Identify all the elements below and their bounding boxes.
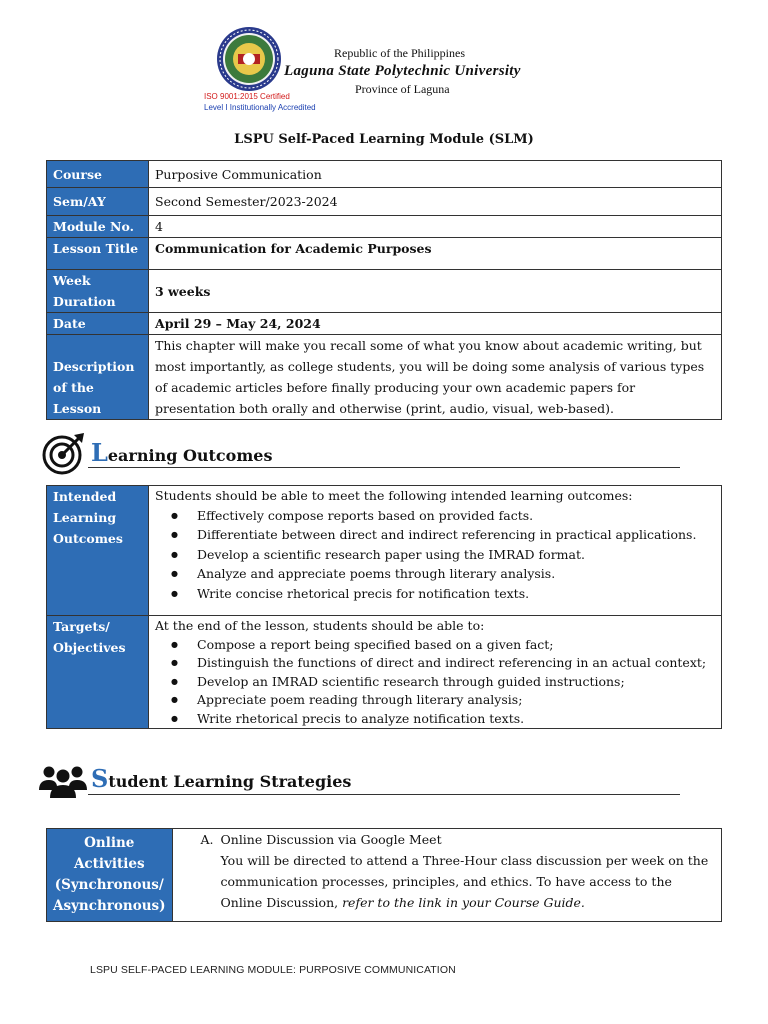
- strategies-table: [46, 828, 722, 922]
- ilo-label-line: Intended: [53, 489, 117, 504]
- activity-title: Online Discussion via Google Meet: [220, 832, 442, 847]
- list-item: ● Analyze and appreciate poems through literary analysis.: [169, 564, 715, 584]
- date-value: April 29 – May 24, 2024: [149, 313, 722, 335]
- ilo-label-line: Learning: [53, 510, 117, 525]
- list-item: ● Differentiate between direct and indirect referencing in practical applications.: [169, 525, 715, 545]
- online-activities-label-line: Online Activities: [73, 835, 145, 872]
- course-label: Course: [47, 161, 149, 188]
- module-info-table: [46, 160, 722, 420]
- sem-label: Sem/AY: [47, 188, 149, 216]
- online-activities-label: [47, 829, 173, 922]
- week-value: 3 weeks: [149, 270, 722, 313]
- table-row: [47, 188, 722, 216]
- table-row: [47, 829, 722, 922]
- document-title: LSPU Self-Paced Learning Module (SLM): [234, 132, 534, 147]
- objectives-label-line: Objectives: [53, 640, 126, 655]
- online-activities-content: [172, 829, 721, 922]
- letterhead: [0, 0, 768, 130]
- table-row: [47, 335, 722, 420]
- table-row: [47, 313, 722, 335]
- heading-initial: S: [91, 764, 109, 793]
- activity-body-text: You will be directed to attend a Three-Hour class discussion per week on the communication processes, principles, and ethics. To have access to the Online Discussion,: [220, 853, 709, 910]
- table-row: [47, 238, 722, 270]
- objectives-content: [149, 616, 722, 729]
- list-item: ● Write rhetorical precis to analyze notification texts.: [169, 710, 715, 729]
- lesson-title-value: Communication for Academic Purposes: [149, 238, 722, 270]
- objectives-list: [155, 636, 715, 729]
- list-item: [179, 829, 715, 913]
- ilo-content: [149, 486, 722, 616]
- online-activities-label-line: Asynchronous): [53, 898, 166, 914]
- activity-body-italic: refer to the link in your Course Guide.: [342, 895, 585, 910]
- ilo-intro: Students should be able to meet the following intended learning outcomes:: [155, 488, 633, 503]
- table-row: [47, 216, 722, 238]
- list-item: ● Develop an IMRAD scientific research through guided instructions;: [169, 673, 715, 692]
- sem-value: Second Semester/2023-2024: [149, 188, 722, 216]
- online-activities-label-line: (Synchronous/: [54, 877, 164, 893]
- section-divider: [88, 794, 680, 795]
- date-label: Date: [47, 313, 149, 335]
- objectives-label: [47, 616, 149, 729]
- table-row: [47, 486, 722, 616]
- table-row: [47, 616, 722, 729]
- course-value: Purposive Communication: [149, 161, 722, 188]
- university-seal-icon: [216, 26, 282, 92]
- learning-outcomes-heading: [91, 438, 272, 467]
- university-name: Laguna State Polytechnic University: [284, 63, 521, 79]
- objectives-intro: At the end of the lesson, students should be able to:: [155, 618, 485, 633]
- ilo-list: [155, 506, 715, 604]
- province-text: Province of Laguna: [355, 82, 450, 96]
- list-item: ● Appreciate poem reading through literary analysis;: [169, 691, 715, 710]
- heading-rest: tudent Learning Strategies: [108, 772, 352, 791]
- list-item: ● Compose a report being specified based on a given fact;: [169, 636, 715, 655]
- heading-rest: earning Outcomes: [107, 446, 273, 465]
- list-item: ● Write concise rhetorical precis for notification texts.: [169, 584, 715, 604]
- duration-label-line: Duration: [53, 294, 116, 309]
- section-divider: [88, 467, 680, 468]
- description-label-line: of the: [53, 380, 94, 395]
- ilo-label-line: Outcomes: [53, 531, 123, 546]
- lesson-title-label: Lesson Title: [47, 238, 149, 270]
- list-item: ● Distinguish the functions of direct and indirect referencing in an actual context;: [169, 654, 715, 673]
- page-footer: LSPU SELF-PACED LEARNING MODULE: PURPOSIVE COMMUNICATION: [90, 964, 456, 976]
- description-value: This chapter will make you recall some of what you know about academic writing, but most importantly, as college students, you will be doing some analysis of various types of academic articles before finally producing your own academic papers for presentation both orally and otherwise (print, audio, visual, web-based).: [149, 335, 722, 420]
- objectives-label-line: Targets/: [53, 619, 110, 634]
- people-group-icon: [38, 764, 88, 800]
- list-item: ● Develop a scientific research paper using the IMRAD format.: [169, 545, 715, 565]
- activity-body: [221, 850, 715, 913]
- accreditation-text: Level I Institutionally Accredited: [204, 103, 316, 112]
- description-label-line: Lesson: [53, 401, 102, 416]
- module-label: Module No.: [47, 216, 149, 238]
- description-label: [47, 335, 149, 420]
- list-item: ● Effectively compose reports based on provided facts.: [169, 506, 715, 526]
- list-marker: A.: [200, 832, 214, 847]
- table-row: [47, 161, 722, 188]
- module-value: 4: [149, 216, 722, 238]
- week-duration-label: [47, 270, 149, 313]
- republic-text: Republic of the Philippines: [334, 46, 465, 60]
- table-row: [47, 270, 722, 313]
- ilo-label: [47, 486, 149, 616]
- description-label-line: Description: [53, 359, 135, 374]
- week-label-line: Week: [53, 273, 91, 288]
- strategies-heading: [91, 764, 351, 793]
- target-icon: [42, 431, 86, 475]
- iso-certification: ISO 9001:2015 Certified: [204, 92, 290, 101]
- heading-initial: L: [91, 438, 108, 467]
- outcomes-table: [46, 485, 722, 729]
